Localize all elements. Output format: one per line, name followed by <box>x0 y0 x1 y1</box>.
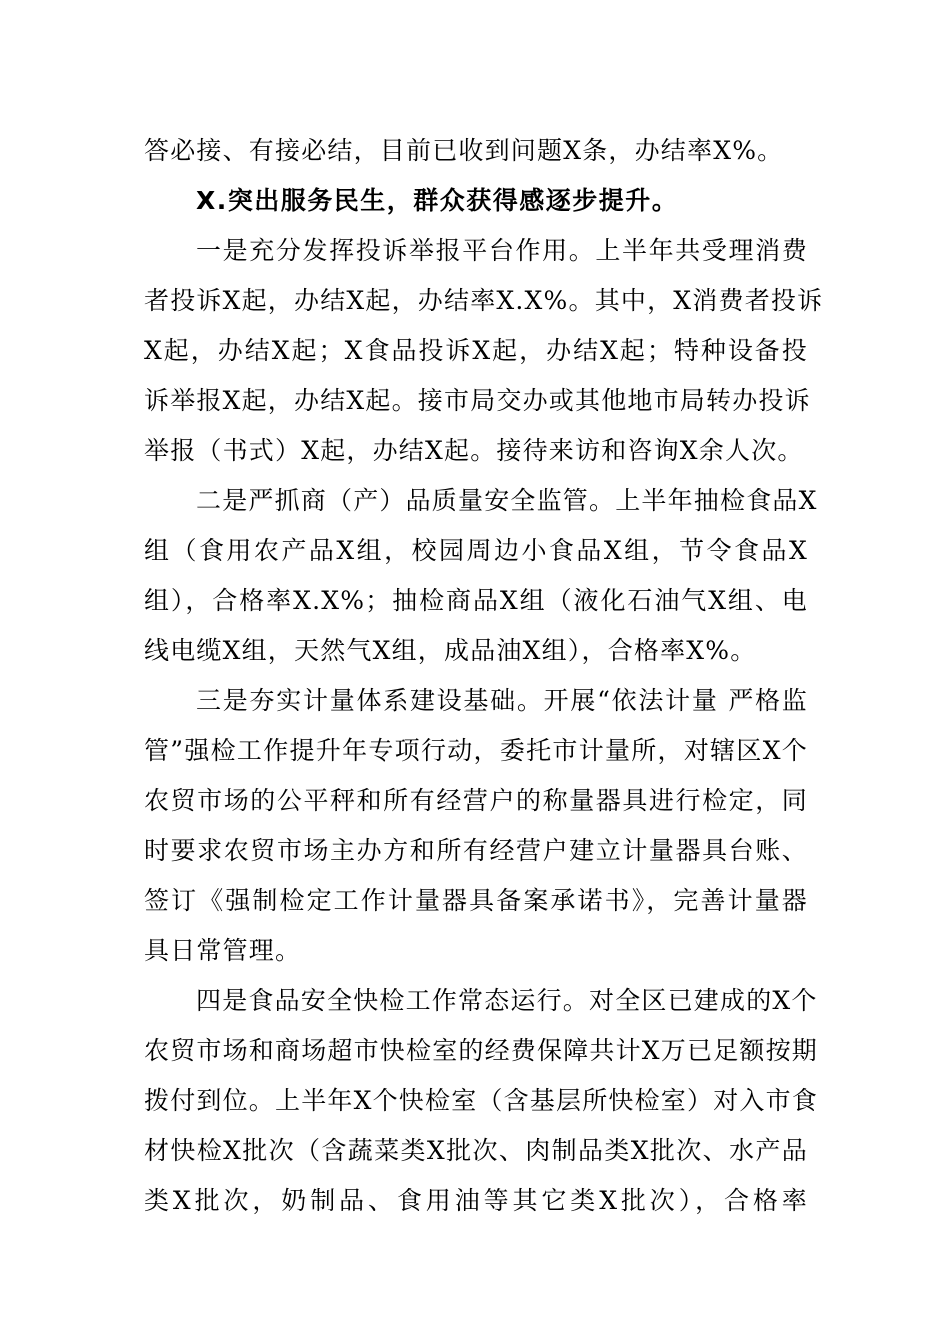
paragraph-metrology-line: 签订《强制检定工作计量器具备案承诺书》，完善计量器 <box>144 886 808 915</box>
paragraph-quality-supervision-line: 组），合格率X.X%；抽检商品X组（液化石油气X组、电 <box>144 586 808 615</box>
paragraph-quality-supervision-line: 二是严抓商（产）品质量安全监管。上半年抽检食品X <box>196 486 818 515</box>
paragraph-food-testing-line: 材快检X批次（含蔬菜类X批次、肉制品类X批次、水产品 <box>144 1136 808 1165</box>
paragraph-metrology-line: 管”强检工作提升年专项行动，委托市计量所，对辖区X个 <box>144 736 808 765</box>
paragraph-complaint-platform-line: 者投诉X起，办结X起，办结率X.X%。其中，X消费者投诉 <box>144 286 824 315</box>
paragraph-quality-supervision-line: 组（食用农产品X组，校园周边小食品X组，节令食品X <box>144 536 808 565</box>
section-heading-service: X.突出服务民生，群众获得感逐步提升。 <box>196 186 679 215</box>
paragraph-metrology-line: 农贸市场的公平秤和所有经营户的称量器具进行检定，同 <box>144 786 808 815</box>
paragraph-complaint-platform-line: 举报（书式）X起，办结X起。接待来访和咨询X余人次。 <box>144 436 804 465</box>
paragraph-complaint-platform-line: 诉举报X起，办结X起。接市局交办或其他地市局转办投诉 <box>144 386 811 415</box>
paragraph-food-testing-line: 拨付到位。上半年X个快检室（含基层所快检室）对入市食 <box>144 1086 819 1115</box>
paragraph-metrology-line: 具日常管理。 <box>144 936 302 965</box>
paragraph-complaint-platform-line: 一是充分发挥投诉举报平台作用。上半年共受理消费 <box>196 236 808 265</box>
paragraph-food-testing-line: 类X批次，奶制品、食用油等其它类X批次），合格率 <box>144 1186 808 1215</box>
paragraph-metrology-line: 时要求农贸市场主办方和所有经营户建立计量器具台账、 <box>144 836 808 865</box>
paragraph-quality-supervision-line: 线电缆X组，天然气X组，成品油X组），合格率X%。 <box>144 636 757 665</box>
paragraph-food-testing-line: 四是食品安全快检工作常态运行。对全区已建成的X个 <box>196 986 818 1015</box>
text-line-answer-rate: 答必接、有接必结，目前已收到问题X条，办结率X%。 <box>144 136 784 165</box>
paragraph-metrology-line: 三是夯实计量体系建设基础。开展“依法计量 严格监 <box>196 686 808 715</box>
paragraph-complaint-platform-line: X起，办结X起；X食品投诉X起，办结X起；特种设备投 <box>144 336 808 365</box>
paragraph-food-testing-line: 农贸市场和商场超市快检室的经费保障共计X万已足额按期 <box>144 1036 819 1065</box>
